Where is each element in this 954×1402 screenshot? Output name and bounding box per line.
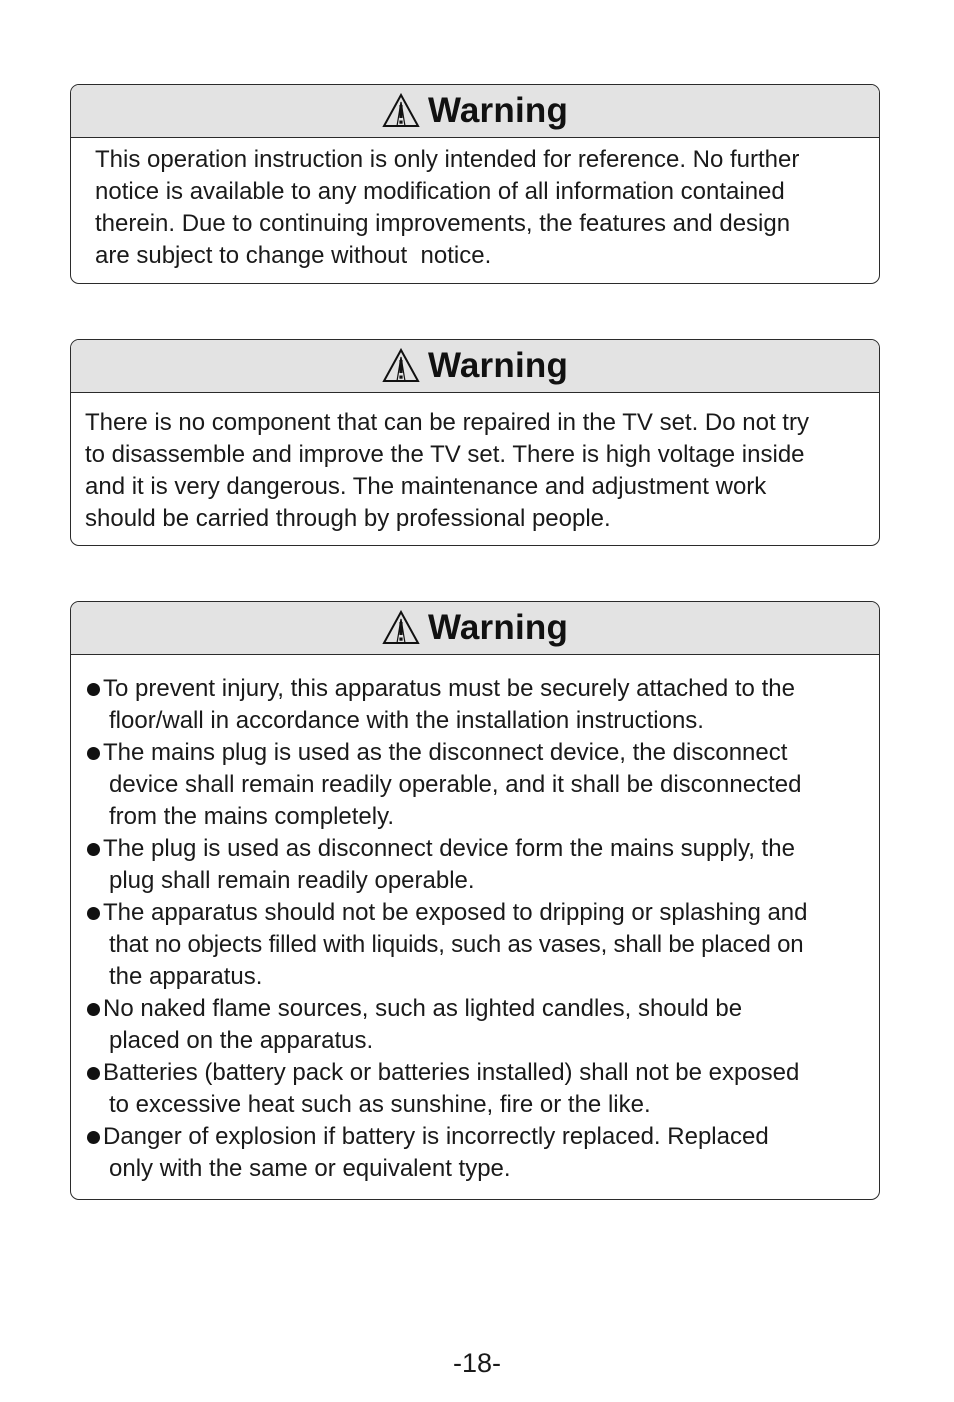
warning-title: Warning — [427, 91, 569, 130]
bullet-dot-icon — [87, 1131, 100, 1144]
warning-header — [71, 340, 879, 393]
text-line: therein. Due to continuing improvements, the features and design — [95, 210, 791, 237]
bullet-item — [85, 993, 875, 1057]
warning-title: Warning — [427, 608, 569, 647]
warning-triangle-icon — [382, 93, 420, 129]
bullet-line: from the mains completely. — [109, 803, 394, 830]
text-line: notice is available to any modification of all information contained — [95, 178, 785, 205]
bullet-line: The apparatus should not be exposed to dripping or splashing and — [103, 899, 808, 926]
warning-triangle-icon — [382, 348, 420, 384]
bullet-line: only with the same or equivalent type. — [109, 1155, 511, 1182]
bullet-dot-icon — [87, 683, 100, 696]
bullet-line: placed on the apparatus. — [109, 1027, 374, 1054]
text-line: This operation instruction is only intended for reference. No further — [95, 146, 800, 173]
safety-bullet-list — [71, 655, 879, 1185]
bullet-line: the apparatus. — [109, 963, 263, 990]
bullet-item — [85, 897, 875, 993]
text-line: should be carried through by professional people. — [85, 505, 611, 532]
warning-header — [71, 85, 879, 138]
bullet-dot-icon — [87, 1003, 100, 1016]
bullet-dot-icon — [87, 843, 100, 856]
warning-triangle-icon — [382, 610, 420, 646]
bullet-line: that no objects filled with liquids, such as vases, shall be placed on — [109, 931, 804, 958]
bullet-line: floor/wall in accordance with the installation instructions. — [109, 707, 704, 734]
text-line: to disassemble and improve the TV set. There is high voltage inside — [85, 441, 805, 468]
warning-box-safety — [70, 601, 880, 1200]
warning-text — [71, 138, 879, 272]
text-line: and it is very dangerous. The maintenance and adjustment work — [85, 473, 767, 500]
bullet-line: plug shall remain readily operable. — [109, 867, 475, 894]
warning-box-repair — [70, 339, 880, 546]
warning-text — [71, 393, 879, 535]
bullet-dot-icon — [87, 1067, 100, 1080]
bullet-line: To prevent injury, this apparatus must be securely attached to the — [103, 675, 795, 702]
bullet-dot-icon — [87, 907, 100, 920]
bullet-line: No naked flame sources, such as lighted candles, should be — [103, 995, 743, 1022]
text-line: are subject to change without notice. — [95, 242, 492, 269]
warning-box-reference — [70, 84, 880, 284]
bullet-item — [85, 1057, 875, 1121]
bullet-line: The plug is used as disconnect device form the mains supply, the — [103, 835, 795, 862]
bullet-line: to excessive heat such as sunshine, fire or the like. — [109, 1091, 651, 1118]
warning-header — [71, 602, 879, 655]
bullet-line: Batteries (battery pack or batteries installed) shall not be exposed — [103, 1059, 800, 1086]
bullet-line: device shall remain readily operable, and it shall be disconnected — [109, 771, 802, 798]
page-number: -18- — [452, 1348, 501, 1378]
bullet-item — [85, 737, 875, 833]
bullet-item — [85, 833, 875, 897]
warning-title: Warning — [427, 346, 569, 385]
text-line: There is no component that can be repaired in the TV set. Do not try — [85, 409, 809, 436]
bullet-line: Danger of explosion if battery is incorrectly replaced. Replaced — [103, 1123, 769, 1150]
bullet-line: The mains plug is used as the disconnect device, the disconnect — [103, 739, 788, 766]
bullet-item — [85, 673, 875, 737]
bullet-dot-icon — [87, 747, 100, 760]
bullet-item — [85, 1121, 875, 1185]
